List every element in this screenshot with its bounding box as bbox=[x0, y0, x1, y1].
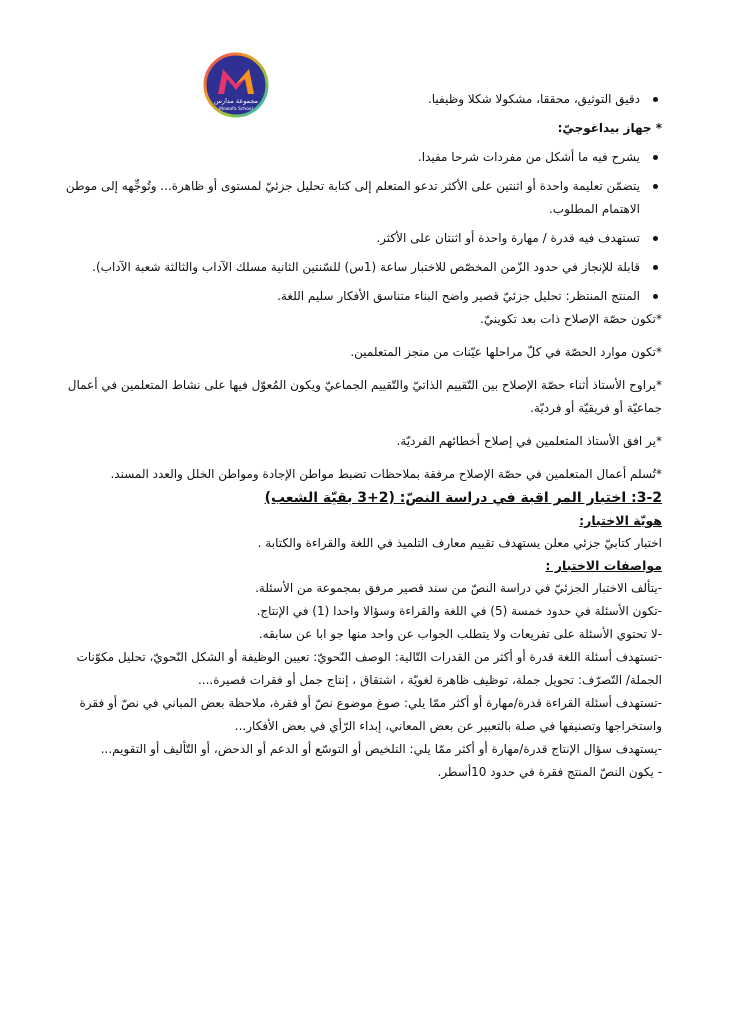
spec-line: -تستهدف أسئلة اللغة قدرة أو أكثر من القدرات التّالية: الوصف النّحويّ: تعيين الوظيفة أو الشكل النّحويّ، تحليل مكوّنات الجملة/ التّصرّف: تحويل جملة، توظيف ظاهرة لغويّة ، اشتقاق ، إنتاج جمل أو فقرات قصيرة.... bbox=[76, 650, 662, 687]
spec-line: -لا تحتوي الأسئلة على تفريعات ولا يتطلب الجواب عن واحد منها جو ابا عن سابقه. bbox=[258, 627, 662, 641]
note-line: *ير افق الأستاذ المتعلمين في إصلاح أخطائهم الفرديّة. bbox=[396, 434, 662, 448]
note-line: *تكون حصّة الإصلاح ذات بعد تكوينيّ. bbox=[480, 312, 662, 326]
specs-heading: مواصفات الاختبار : bbox=[545, 558, 662, 573]
identity-heading: هويّة الاختبار: bbox=[579, 513, 662, 528]
section-title: 3-2: اختبار المر اقبة في دراسة النصّ: (2+3 بقيّة الشعب) bbox=[264, 490, 662, 506]
document-body bbox=[62, 88, 662, 784]
bullet-dot bbox=[653, 97, 658, 102]
bullet-text: تستهدف فيه قدرة / مهارة واحدة أو اثنتان على الأكثر. bbox=[376, 231, 640, 245]
bullet-dot bbox=[653, 236, 658, 241]
bullet-text: دقيق التوثيق، محققا، مشكولا شكلا وظيفيا. bbox=[427, 92, 640, 106]
bullet-item bbox=[62, 256, 662, 279]
spec-line: -تستهدف أسئلة القراءة قدرة/مهارة أو أكثر ممّا يلي: صوغ موضوع نصّ أو فقرة، ملاحظة بعض المباني في نصّ أو فقرة واستخراجها وتصنيفها في صلة بالتعبير عن بعض المعاني، إبداء الرّأي في بعض الأفكار... bbox=[79, 696, 662, 733]
logo-brand-en: Mowafa School bbox=[219, 107, 253, 112]
bullet-dot bbox=[653, 155, 658, 160]
bullet-text: قابلة للإنجاز في حدود الزّمن المخصّص للاختبار ساعة (1س) للسّنتين الثانية مسلك الآداب والثالثة شعبة الآداب). bbox=[92, 260, 640, 274]
note-line: *تُسلم أعمال المتعلمين في حصّة الإصلاح مرفقة بملاحظات تضبط مواطن الإجادة ومواطن الخلل والعدد المسند. bbox=[110, 467, 662, 481]
bullet-dot bbox=[653, 294, 658, 299]
bullet-dot bbox=[653, 265, 658, 270]
spec-line: - يكون النصّ المنتج فقرة في حدود 10أسطر. bbox=[437, 765, 662, 779]
note-line: *يراوح الأستاذ أثناء حصّة الإصلاح بين التّقييم الذاتيّ والتّقييم الجماعيّ ويكون المُعوّل فيها على نشاط المتعلمين في أعمال جماعيّة أو فريقيّة أو فرديّة. bbox=[67, 378, 662, 415]
identity-text: اختبار كتابيّ جزئي معلن يستهدف تقييم معارف التلميذ في اللغة والقراءة والكتابة . bbox=[257, 536, 662, 550]
device-heading: * جهاز بيداغوجيّ: bbox=[557, 121, 662, 135]
bullet-item bbox=[62, 227, 662, 250]
logo-brand-ar: مجموعة مدارس bbox=[214, 97, 258, 105]
bullet-text: المنتج المنتظر: تحليل جزئيّ قصير واضح البناء متناسق الأفكار سليم اللغة. bbox=[277, 289, 640, 303]
note-line: *تكون موارد الحصّة في كلّ مراحلها عيّنات من منجز المتعلمين. bbox=[350, 345, 662, 359]
bullet-text: يشرح فيه ما أشكل من مفردات شرحا مفيدا. bbox=[417, 150, 640, 164]
bullet-dot bbox=[653, 184, 658, 189]
bullet-item bbox=[62, 175, 662, 221]
spec-line: -يستهدف سؤال الإنتاج قدرة/مهارة أو أكثر ممّا يلي: التلخيص أو التوسّع أو الدعم أو الدحض، أو التّأليف أو التقويم... bbox=[100, 742, 662, 756]
spec-line: -تكون الأسئلة في حدود خمسة (5) في اللغة والقراءة وسؤالا واحدا (1) في الإنتاج. bbox=[256, 604, 662, 618]
spec-line: -يتألف الاختبار الجزئيّ في دراسة النصّ من سند قصير مرفق بمجموعة من الأسئلة. bbox=[255, 581, 662, 595]
bullet-text: يتضمّن تعليمة واحدة أو اثنتين على الأكثر تدعو المتعلم إلى كتابة تحليل جزئيّ لمستوى أو ظاهرة... وتُوجِّهه إلى موطن الاهتمام المطلوب. bbox=[65, 179, 640, 216]
bullet-item bbox=[62, 285, 662, 308]
bullet-item bbox=[62, 146, 662, 169]
bullet-item bbox=[62, 88, 662, 111]
